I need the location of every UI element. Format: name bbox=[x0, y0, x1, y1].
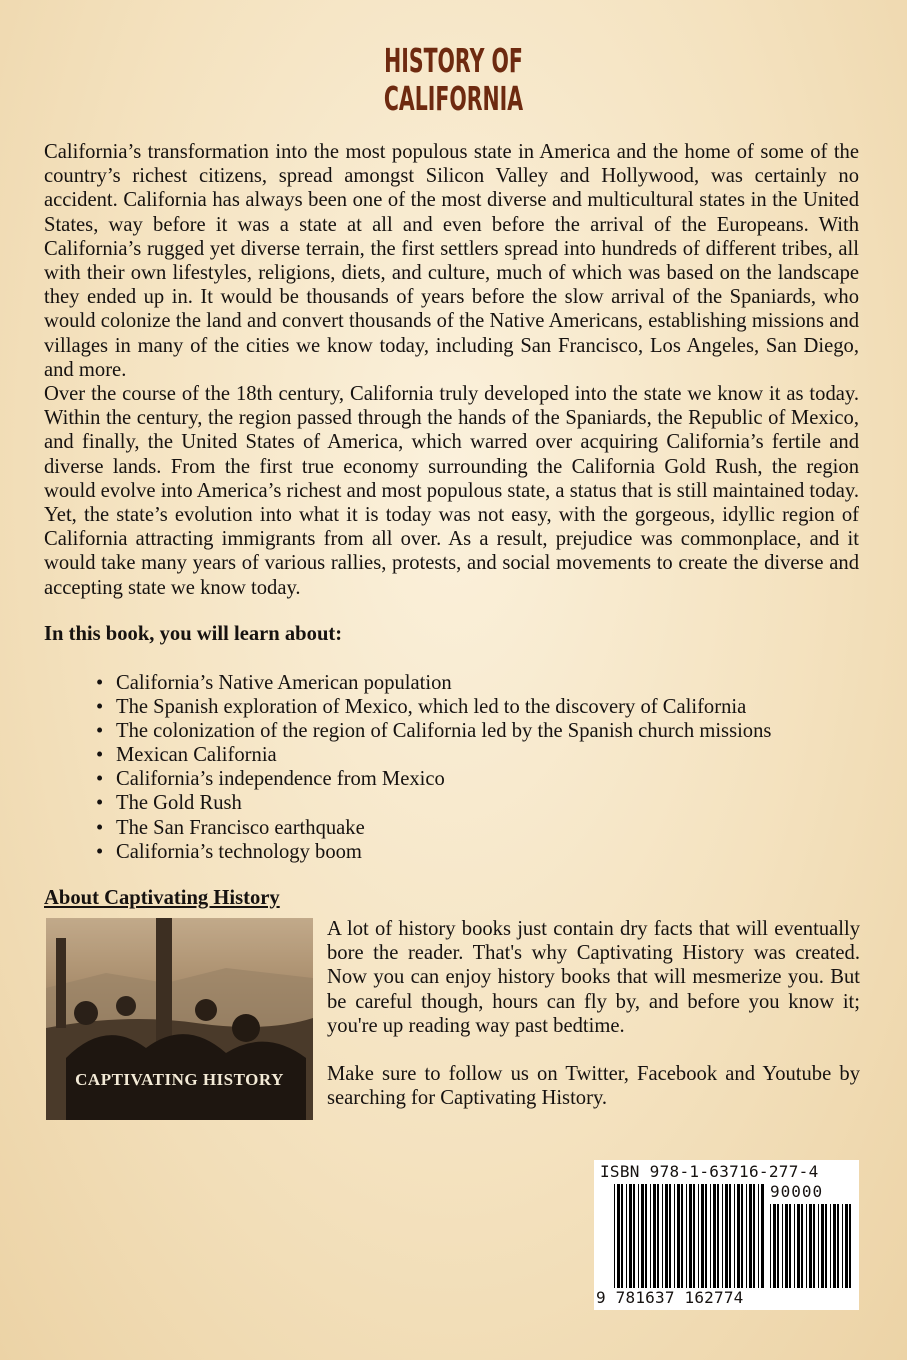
book-description bbox=[44, 140, 859, 600]
list-item: • The Gold Rush bbox=[96, 791, 771, 815]
isbn-number: ISBN 978-1-63716-277-4 bbox=[600, 1162, 819, 1181]
about-paragraph-1: A lot of history books just contain dry facts that will eventually bore the reader. That's why Captivating History was created. Now you can enjoy history books that will mesmerize you. But be careful though, hours can fly by, and before you know it; you're up reading way past bedtime. bbox=[327, 918, 860, 1037]
description-paragraph-1: California’s transformation into the most populous state in America and the home of some of the country’s richest citizens, spread amongst Silicon Valley and Hollywood, was certainly no accident. California has always been one of the most diverse and multicultural states in the United States, way before it was a state at all and even before the arrival of the Europeans. With California’s rugged yet diverse terrain, the first settlers spread into hundreds of different tribes, all with their own lifestyles, religions, diets, and culture, much of which was based on the landscape they ended up in. It would be thousands of years before the slow arrival of the Spaniards, who would colonize the land and convert thousands of the Native Americans, establishing missions and villages in many of the cities we know today, including San Francisco, Los Angeles, San Diego, and more. bbox=[44, 141, 859, 381]
learn-heading: In this book, you will learn about: bbox=[44, 623, 343, 645]
list-item: • Mexican California bbox=[96, 743, 771, 767]
barcode-bars bbox=[614, 1184, 766, 1288]
list-item: • The Spanish exploration of Mexico, which led to the discovery of California bbox=[96, 695, 771, 719]
price-code: 90000 bbox=[770, 1182, 824, 1201]
list-item: • The San Francisco earthquake bbox=[96, 816, 771, 840]
title-line-1: HISTORY OF bbox=[384, 41, 523, 80]
description-paragraph-2: Over the course of the 18th century, California truly developed into the state we know it as today. Within the century, the region passed through the hands of the Spaniards, the Republic of Mexico, and finally, the United States of America, which warred over acquiring California’s fertile and diverse lands. From the first true economy surrounding the California Gold Rush, the region would evolve into America’s richest and most populous state, a status that is still maintained today. Yet, the state’s evolution into what it is today was not easy, with the gorgeous, idyllic region of California attracting immigrants from all over. As a result, prejudice was commonplace, and it would take many years of various rallies, protests, and social movements to create the diverse and accepting state we know today. bbox=[44, 383, 859, 599]
captivating-history-logo-image bbox=[46, 918, 313, 1120]
barcode-addon-bars bbox=[770, 1204, 852, 1288]
about-heading: About Captivating History bbox=[44, 887, 280, 909]
list-item: • California’s technology boom bbox=[96, 840, 771, 864]
book-title bbox=[172, 42, 734, 118]
about-text bbox=[327, 917, 860, 1134]
isbn-barcode bbox=[594, 1160, 859, 1310]
title-line-2: CALIFORNIA bbox=[383, 79, 524, 118]
about-paragraph-2: Make sure to follow us on Twitter, Facebook and Youtube by searching for Captivating History. bbox=[327, 1063, 860, 1110]
isbn-digits: 9 781637 162774 bbox=[596, 1288, 744, 1307]
list-item: • The colonization of the region of California led by the Spanish church missions bbox=[96, 719, 771, 743]
logo-label: CAPTIVATING HISTORY bbox=[75, 1070, 284, 1089]
list-item: • California’s Native American population bbox=[96, 671, 771, 695]
learn-list bbox=[96, 671, 771, 864]
list-item: • California’s independence from Mexico bbox=[96, 767, 771, 791]
